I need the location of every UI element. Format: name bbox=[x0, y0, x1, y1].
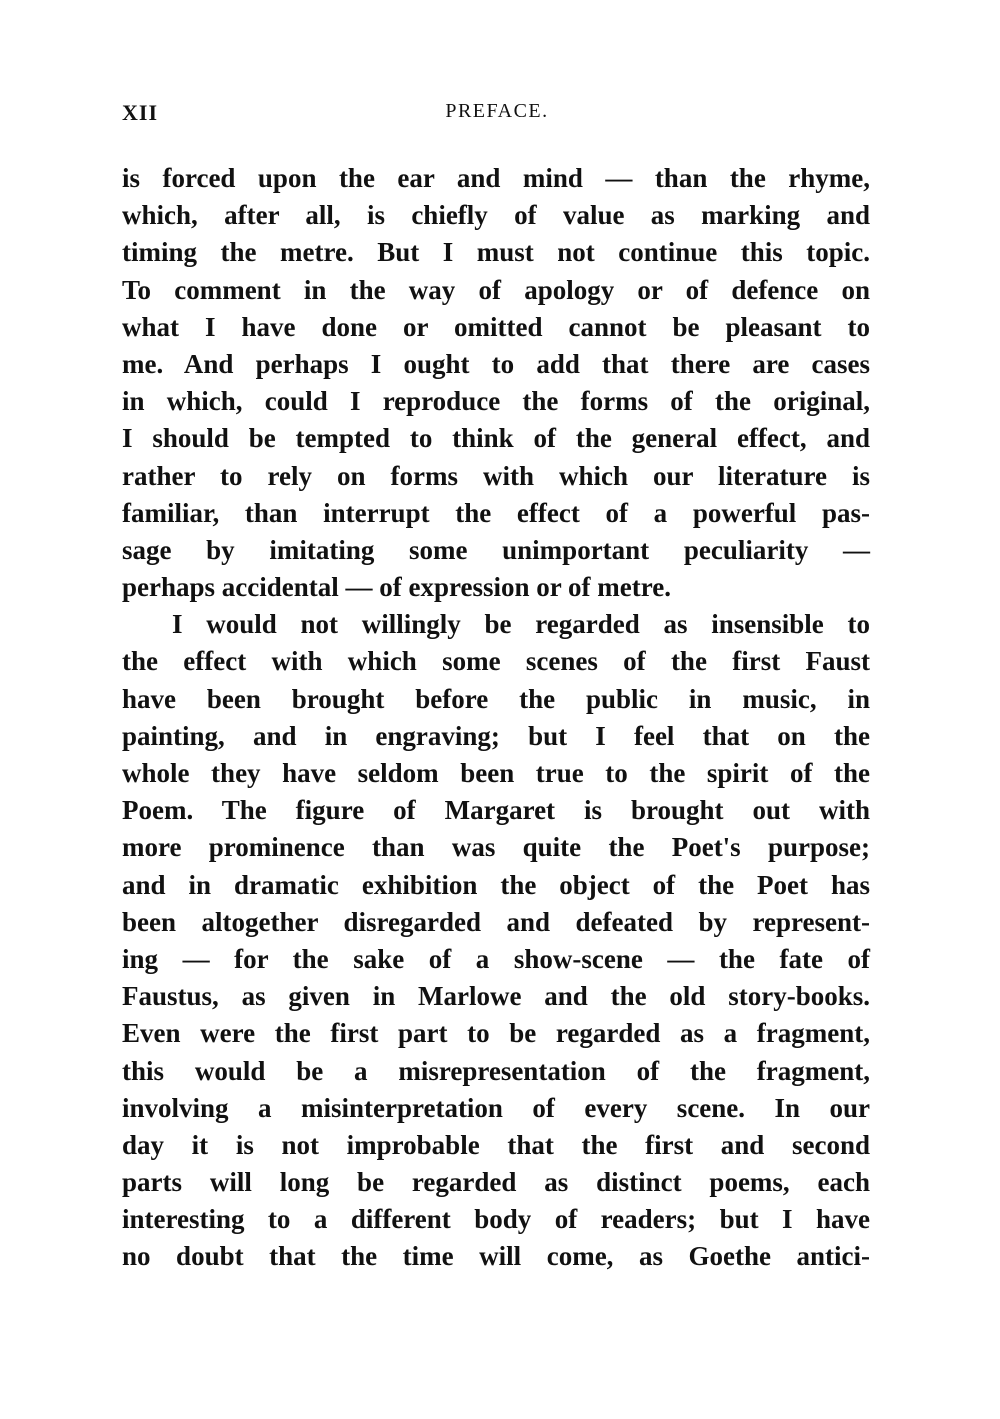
text-line: sage by imitating some unimportant peculiarity — bbox=[122, 534, 870, 565]
text-line: ing — for the sake of a show-scene — the fate of bbox=[122, 943, 870, 974]
text-line: whole they have seldom been true to the spirit of the bbox=[122, 758, 870, 788]
text-line: no doubt that the time will come, as Goethe antici- bbox=[122, 1241, 870, 1272]
text-line: is forced upon the ear and mind — than the rhyme, bbox=[122, 163, 870, 193]
text-line: in which, could I reproduce the forms of the original, bbox=[122, 386, 870, 417]
page-number: XII bbox=[122, 100, 159, 125]
running-title: PREFACE. bbox=[445, 100, 549, 122]
text-line: I should be tempted to think of the general effect, and bbox=[122, 423, 870, 454]
text-line: have been brought before the public in music, in bbox=[122, 683, 870, 714]
text-line: more prominence than was quite the Poet's purpose; bbox=[122, 832, 870, 863]
body-text bbox=[122, 160, 870, 1276]
text-line: parts will long be regarded as distinct poems, each bbox=[122, 1167, 870, 1198]
paragraph-last-line: perhaps accidental — of expression or of metre. bbox=[122, 572, 671, 603]
text-line: involving a misinterpretation of every scene. In our bbox=[122, 1092, 870, 1123]
text-line: day it is not improbable that the first and second bbox=[122, 1129, 870, 1160]
running-head bbox=[122, 100, 872, 130]
text-line: and in dramatic exhibition the object of the Poet has bbox=[122, 869, 870, 900]
text-line: rather to rely on forms with which our literature is bbox=[122, 460, 870, 491]
text-line: timing the metre. But I must not continue this topic. bbox=[122, 237, 870, 268]
text-line: Even were the first part to be regarded as a fragment, bbox=[122, 1018, 870, 1049]
text-line: interesting to a different body of readers; but I have bbox=[122, 1204, 870, 1235]
text-line: painting, and in engraving; but I feel that on the bbox=[122, 720, 870, 751]
text-line: me. And perhaps I ought to add that there are cases bbox=[122, 348, 870, 379]
text-line: this would be a misrepresentation of the fragment, bbox=[122, 1055, 870, 1086]
text-line: To comment in the way of apology or of defence on bbox=[122, 274, 870, 305]
paragraph-first-line: I would not willingly be regarded as insensible to bbox=[172, 609, 870, 640]
text-line: familiar, than interrupt the effect of a powerful pas- bbox=[122, 497, 870, 528]
text-line: Faustus, as given in Marlowe and the old story-books. bbox=[122, 981, 870, 1012]
text-line: the effect with which some scenes of the first Faust bbox=[122, 646, 870, 677]
text-line: which, after all, is chiefly of value as marking and bbox=[122, 200, 870, 231]
text-line: Poem. The figure of Margaret is brought out with bbox=[122, 795, 870, 826]
text-line: what I have done or omitted cannot be pleasant to bbox=[122, 311, 870, 342]
text-line: been altogether disregarded and defeated by represent- bbox=[122, 906, 870, 937]
